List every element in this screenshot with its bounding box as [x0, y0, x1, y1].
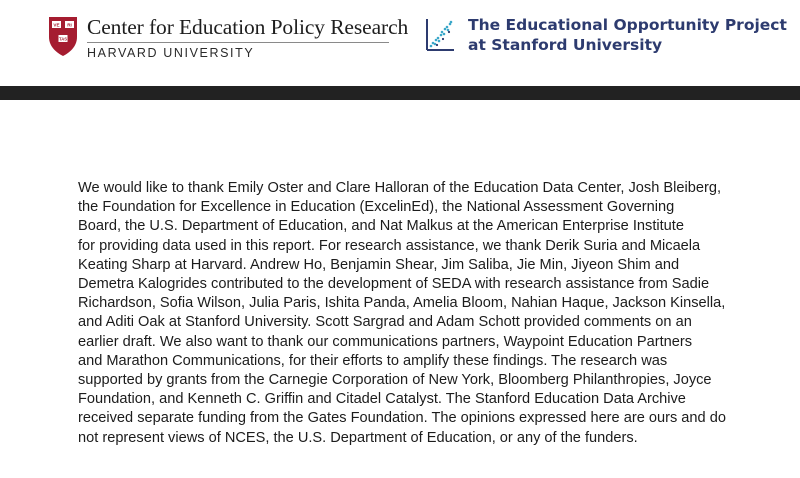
- harvard-cepr-logo: [47, 15, 408, 60]
- ack-line: not represent views of NCES, the U.S. Department of Education, or any of the funders.: [78, 429, 638, 446]
- ack-line: and Marathon Communications, for their efforts to amplify these findings. The research was: [78, 352, 668, 369]
- ack-line: and Aditi Oak at Stanford University. Scott Sargrad and Adam Schott provided comments on an: [78, 314, 692, 331]
- eop-title-line2: at Stanford University: [468, 36, 663, 54]
- eop-stanford-logo: [425, 15, 787, 55]
- ack-line: Board, the U.S. Department of Education, and Nat Malkus at the American Enterprise Institute: [78, 218, 684, 235]
- ack-line: Richardson, Sofia Wilson, Julia Paris, Ishita Panda, Amelia Bloom, Nahian Haque, Jackson Kinsella,: [78, 295, 726, 312]
- shield-text-2: RI: [67, 22, 72, 28]
- header-divider-band: [0, 86, 800, 100]
- cepr-title: Center for Education Policy Research: [87, 15, 409, 39]
- ack-line: for providing data used in this report. For research assistance, we thank Derik Suria and Micaela: [78, 237, 701, 254]
- acknowledgments-paragraph: [78, 179, 778, 448]
- ack-line: the Foundation for Excellence in Education (ExcelinEd), the National Assessment Governing: [78, 199, 675, 216]
- cepr-divider: [87, 42, 389, 43]
- shield-text-3: TAS: [58, 36, 68, 42]
- ack-line: supported by grants from the Carnegie Corporation of New York, Bloomberg Philanthropies, Joyce: [78, 372, 712, 389]
- ack-line: earlier draft. We also want to thank our communications partners, Waypoint Education Partners: [78, 333, 693, 350]
- ack-line: received separate funding from the Gates Foundation. The opinions expressed here are ours and do: [78, 410, 726, 427]
- ack-line: Keating Sharp at Harvard. Andrew Ho, Benjamin Shear, Jim Saliba, Jie Min, Jiyeon Shim and: [78, 256, 680, 273]
- eop-wordmark: [468, 15, 787, 55]
- cepr-wordmark: [87, 15, 408, 60]
- ack-line: Demetra Kalogrides contributed to the development of SEDA with research assistance from Sadie: [78, 276, 710, 293]
- cepr-subtitle: HARVARD UNIVERSITY: [87, 46, 255, 60]
- page-header: [0, 0, 800, 86]
- harvard-shield-icon: [47, 15, 79, 57]
- eop-title-line1: The Educational Opportunity Project: [468, 16, 787, 34]
- ack-line: Foundation, and Kenneth C. Griffin and Citadel Catalyst. The Stanford Education Data Archive: [78, 391, 686, 408]
- shield-text-1: VE: [53, 22, 60, 28]
- ack-line: We would like to thank Emily Oster and Clare Halloran of the Education Data Center, Josh Bleiberg,: [78, 180, 721, 196]
- eop-graph-icon: [425, 17, 455, 53]
